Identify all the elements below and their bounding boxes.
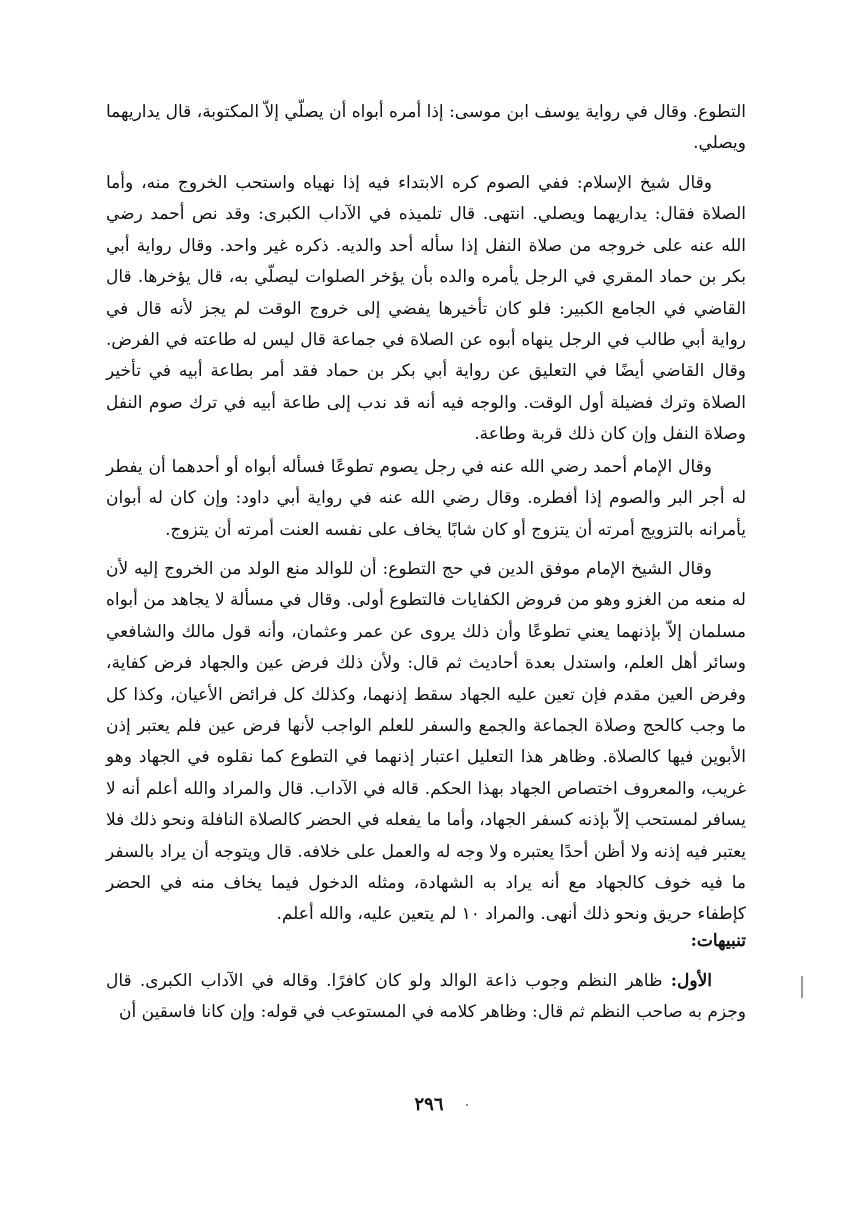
paragraph-5 (106, 966, 746, 1029)
page-number: ٢٩٦ (414, 1094, 444, 1115)
paragraph-lead: الأول: (670, 971, 712, 991)
paragraph-3: وقال الإمام أحمد رضي الله عنه في رجل يصوم تطوعًا فسأله أبواه أو أحدهما أن يفطر له أجر البر والصوم إذا أفطره. وقال رضي الله عنه في رواية أبي داود: وإن كان له أبوان يأمرانه بالتزويج أمرته أن يتزوج أو كان شابًا يخاف على نفسه العنت أمرته أن يتزوج. (106, 457, 746, 540)
paragraph-1: التطوع. وقال في رواية يوسف ابن موسى: إذا أمره أبواه أن يصلّي إلاّ المكتوبة، قال يداريهما ويصلي. (106, 102, 746, 154)
section-heading: تنبيهات: (690, 931, 746, 951)
paragraph-body: ظاهر النظم وجوب ذاعة الوالد ولو كان كافرًا. وقاله في الآداب الكبرى. قال وجزم به صاحب النظم ثم قال: وظاهر كلامه في المستوعب في قوله: وإن كانا فاسقين أن (106, 971, 746, 1023)
scan-margin-mark (801, 976, 803, 998)
scan-dust-dot (466, 1104, 468, 1106)
paragraph-2: وقال شيخ الإسلام: ففي الصوم كره الابتداء فيه إذا نهياه واستحب الخروج منه، وأما الصلاة فقال: يداريهما ويصلي. انتهى. قال تلميذه في الآداب الكبرى: وقد نص أحمد رضي الله عنه على خروجه من صلاة النفل إذا سأله أحد والديه. ذكره غير واحد. وقال رواية أبي بكر بن حماد المقري في الرجل يأمره والده بأن يؤخر الصلوات ليصلّي به، قال يؤخرها. قال القاضي في الجامع الكبير: فلو كان تأخيرها يفضي إلى خروج الوقت لم يجز لأنه قال في رواية أبي طالب في الرجل ينهاه أبوه عن الصلاة في جماعة قال ليس له طاعته في الفرض. وقال القاضي أيضًا في التعليق عن رواية أبي بكر بن حماد فقد أمر بطاعة أبيه في تأخير الصلاة وترك فضيلة أول الوقت. والوجه فيه أنه قد ندب إلى طاعة أبيه في ترك صوم النفل وصلاة النفل وإن كان ذلك قربة وطاعة. (106, 173, 746, 445)
paragraph-4: وقال الشيخ الإمام موفق الدين في حج التطوع: أن للوالد منع الولد من الخروج إليه لأن له منعه من الغزو وهو من فروض الكفايات فالتطوع أولى. وقال في مسألة لا يجاهد من أبواه مسلمان إلاّ بإذنهما يعني تطوعًا وأن ذلك يروى عن عمر وعثمان، وأنه قول مالك والشافعي وسائر أهل العلم، واستدل بعدة أحاديث ثم قال: ولأن ذلك فرض عين والجهاد فرض كفاية، وفرض العين مقدم فإن تعين عليه الجهاد سقط إذنهما، وكذلك كل فرائض الأعيان، وكذا كل ما وجب كالحج وصلاة الجماعة والجمع والسفر للعلم الواجب لأنها فرض عين فلم يعتبر إذن الأبوين فيها كالصلاة. وظاهر هذا التعليل اعتبار إذنهما في التطوع كما نقلوه في الجهاد وهو غريب، والمعروف اختصاص الجهاد بهذا الحكم. قاله في الآداب. قال والمراد والله أعلم أنه لا يسافر لمستحب إلاّ بإذنه كسفر الجهاد، وأما ما يفعله في الحضر كالصلاة النافلة ونحو ذلك فلا يعتبر فيه إذنه ولا أظن أحدًا يعتبره ولا وجه له والعمل على خلافه. قال ويتوجه أن يراد بالسفر ما فيه خوف كالجهاد مع أنه يراد به الشهادة، ومثله الدخول فيما يخاف منه في الحضر كإطفاء حريق ونحو ذلك أنهى. والمراد ١٠ لم يتعين عليه، والله أعلم. (106, 559, 746, 925)
